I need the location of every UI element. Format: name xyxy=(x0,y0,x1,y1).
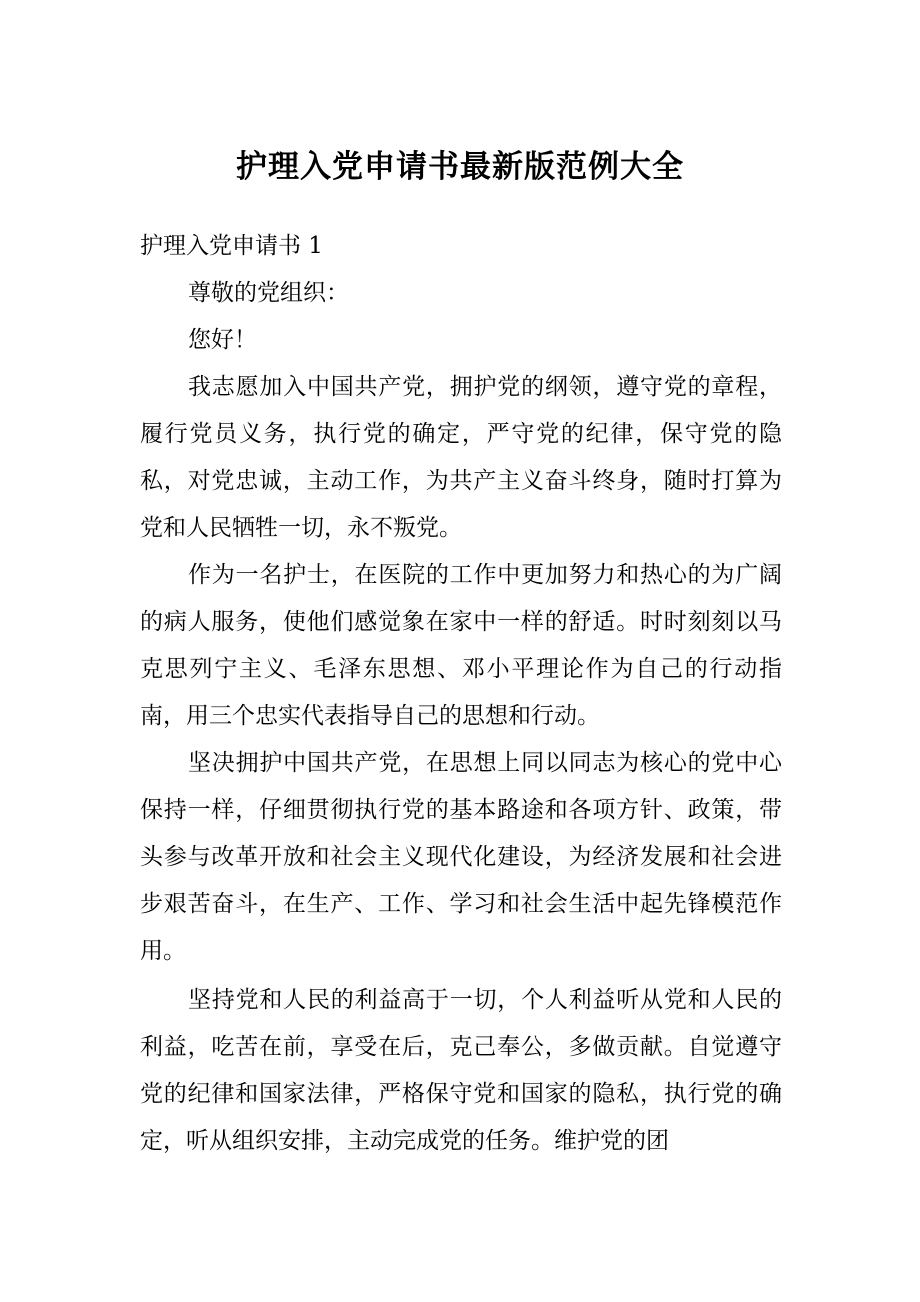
salutation-paragraph: 尊敬的党组织： xyxy=(188,280,349,306)
document-body xyxy=(140,223,782,1165)
section-heading: 护理入党申请书 1 xyxy=(140,233,323,259)
body-paragraph: 作为一名护士，在医院的工作中更加努力和热心的为广阔的病人服务，使他们感觉象在家中一样的舒适。时时刻刻以马克思列宁主义、毛泽东思想、邓小平理论作为自己的行动指南，用三个忠实代表指导自己的思想和行动。 xyxy=(140,562,782,729)
body-paragraph: 坚决拥护中国共产党，在思想上同以同志为核心的党中心保持一样，仔细贯彻执行党的基本路途和各项方针、政策，带头参与改革开放和社会主义现代化建设，为经济发展和社会进步艰苦奋斗，在生产、工作、学习和社会生活中起先锋模范作用。 xyxy=(140,750,782,964)
document-title: 护理入党申请书最新版范例大全 xyxy=(236,149,684,185)
body-paragraph: 我志愿加入中国共产党，拥护党的纲领，遵守党的章程，履行党员义务，执行党的确定，严守党的纪律，保守党的隐私，对党忠诚，主动工作，为共产主义奋斗终身，随时打算为党和人民牺牲一切，永不叛党。 xyxy=(140,374,782,541)
body-paragraph: 坚持党和人民的利益高于一切，个人利益听从党和人民的利益，吃苦在前，享受在后，克己奉公，多做贡献。自觉遵守党的纪律和国家法律，严格保守党和国家的隐私，执行党的确定，听从组织安排，主动完成党的任务。维护党的团 xyxy=(140,987,782,1154)
greeting-paragraph: 您好！ xyxy=(188,327,257,353)
